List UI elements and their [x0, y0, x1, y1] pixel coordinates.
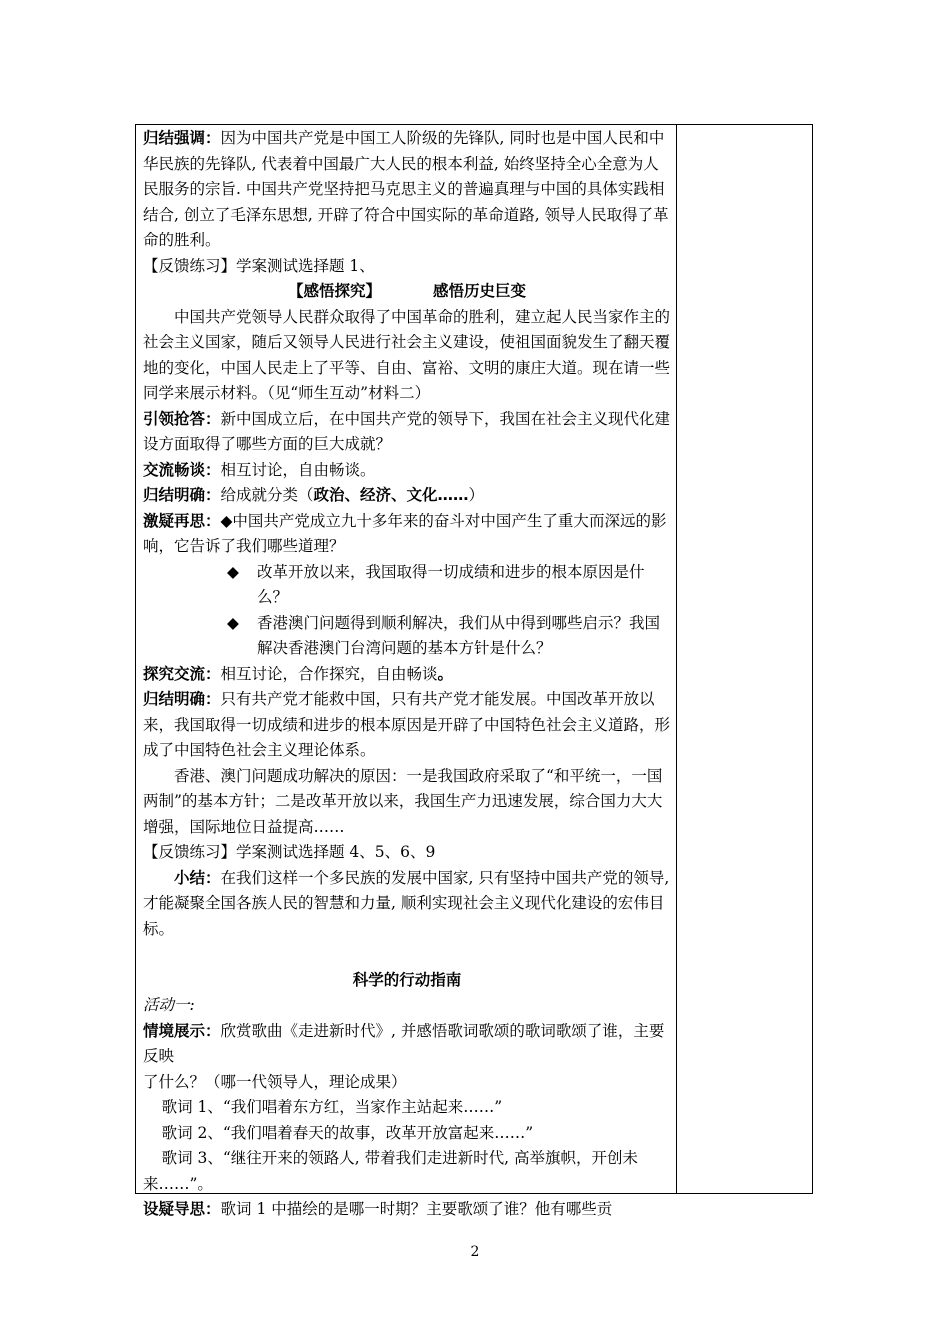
text-end: ）: [468, 486, 485, 504]
heading-title: 感悟历史巨变: [433, 282, 527, 300]
conclusion-1: [143, 483, 671, 509]
label: 归结明确：: [143, 486, 221, 504]
text: 在我们这样一个多民族的发展中国家, 只有坚持中国共产党的领导, 才能凝聚全国各族人民的智慧和力量, 顺利实现社会主义现代化建设的宏伟目标。: [143, 868, 670, 938]
lyric-2: 歌词 2、“我们唱着春天的故事，改革开放富起来……”: [161, 1123, 534, 1142]
label: 情境展示：: [143, 1021, 221, 1040]
bullet-item-3: [143, 611, 671, 662]
scenario-continued: 了什么？（哪一代领导人，理论成果）: [143, 1072, 407, 1091]
reflection: [143, 509, 671, 560]
text: 因为中国共产党是中国工人阶级的先锋队, 同时也是中国人民和中华民族的先锋队, 代表着中国最广大人民的根本利益, 始终坚持全心全意为人民服务的宗旨. 中国共产党坚持把马克思主义的普遍真理与中国的具体实践相结合, 创立了毛泽东思想, 开辟了符合中国实际的革命道路, 领导人民取得了革命的胜利。: [143, 129, 669, 249]
lyric-3: 歌词 3、“继往开来的领路人, 带着我们走进新时代, 高举旗帜，开创未来……”。: [143, 1149, 639, 1193]
feedback-exercise-2: 【反馈练习】学案测试选择题 4、5、6、9: [143, 843, 436, 861]
bullet-text: 香港澳门问题得到顺利解决，我们从中得到哪些启示？我国解决香港澳门台湾问题的基本方针是什么？: [257, 613, 661, 657]
text: 相互讨论，自由畅谈。: [220, 460, 376, 479]
guided-question: [143, 1197, 671, 1223]
page-number: 2: [470, 1244, 480, 1260]
conclusion-2: [143, 687, 671, 764]
section-heading-2: 科学的行动指南: [352, 970, 462, 989]
text: 只有共产党才能救中国，只有共产党才能发展。中国改革开放以来，我国取得一切成绩和进步的根本原因是开辟了中国特色社会主义道路，形成了中国特色社会主义理论体系。: [143, 690, 671, 759]
lesson-table: [135, 124, 813, 1218]
lyric-1: 歌词 1、“我们唱着东方红，当家作主站起来……”: [161, 1098, 503, 1116]
discussion: [143, 458, 671, 484]
bold-text: 政治、经济、文化……: [313, 486, 469, 504]
hk-macao-paragraph: 香港、澳门问题成功解决的原因：一是我国政府采取了“和平统一，一国两制”的基本方针；二是改革开放以来，我国生产力迅速发展，综合国力大大增强，国际地位日益提高……: [143, 766, 663, 836]
feedback-exercise-1: 【反馈练习】学案测试选择题 1、: [143, 256, 375, 275]
label: 激疑再思：: [143, 511, 221, 530]
label: 设疑导思：: [143, 1200, 221, 1218]
label: 归结明确：: [143, 690, 221, 708]
bullet-text: 改革开放以来，我国取得一切成绩和进步的根本原因是什么？: [257, 562, 645, 606]
text: 歌词 1 中描绘的是哪一时期？主要歌颂了谁？他有哪些贡: [220, 1200, 613, 1218]
lesson-content: [143, 126, 671, 1223]
text: ◆中国共产党成立九十多年来的奋斗对中国产生了重大而深远的影响，它告诉了我们哪些道理？: [143, 511, 667, 555]
scenario: [143, 1019, 671, 1070]
diamond-icon: ◆: [227, 562, 239, 581]
activity-label: 活动一:: [143, 996, 195, 1014]
text: 欣赏歌曲《走进新时代》, 并感悟歌词歌颂的歌词歌颂了谁，主要反映: [143, 1021, 665, 1065]
summary: [143, 866, 671, 943]
heading-tag: 【感悟探究】: [287, 282, 381, 300]
label: 交流畅谈：: [143, 460, 221, 479]
diamond-icon: ◆: [227, 613, 239, 632]
label: 小结：: [174, 868, 221, 887]
explore-exchange: [143, 662, 671, 688]
text: 给成就分类（: [220, 486, 314, 504]
text-end: 。: [437, 664, 454, 683]
summary-emphasis: [143, 126, 671, 254]
label: 探究交流：: [143, 664, 221, 683]
text: 相互讨论，合作探究，自由畅谈: [220, 664, 438, 683]
intro-paragraph: 中国共产党领导人民群众取得了中国革命的胜利，建立起人民当家作主的社会主义国家，随后又领导人民进行社会主义建设，使祖国面貌发生了翻天覆地的变化，中国人民走上了平等、自由、富裕、文明的康庄大道。现在请一些同学来展示材料。（见“师生互动”材料二）: [143, 307, 671, 402]
notes-column: [677, 125, 813, 1193]
bullet-item-2: [143, 560, 671, 611]
question-lead: [143, 407, 671, 458]
section-heading-1: [143, 279, 671, 305]
label: 引领抢答：: [143, 409, 221, 428]
text: 新中国成立后，在中国共产党的领导下，我国在社会主义现代化建设方面取得了哪些方面的巨大成就？: [143, 409, 671, 453]
label: 归结强调：: [143, 129, 221, 147]
